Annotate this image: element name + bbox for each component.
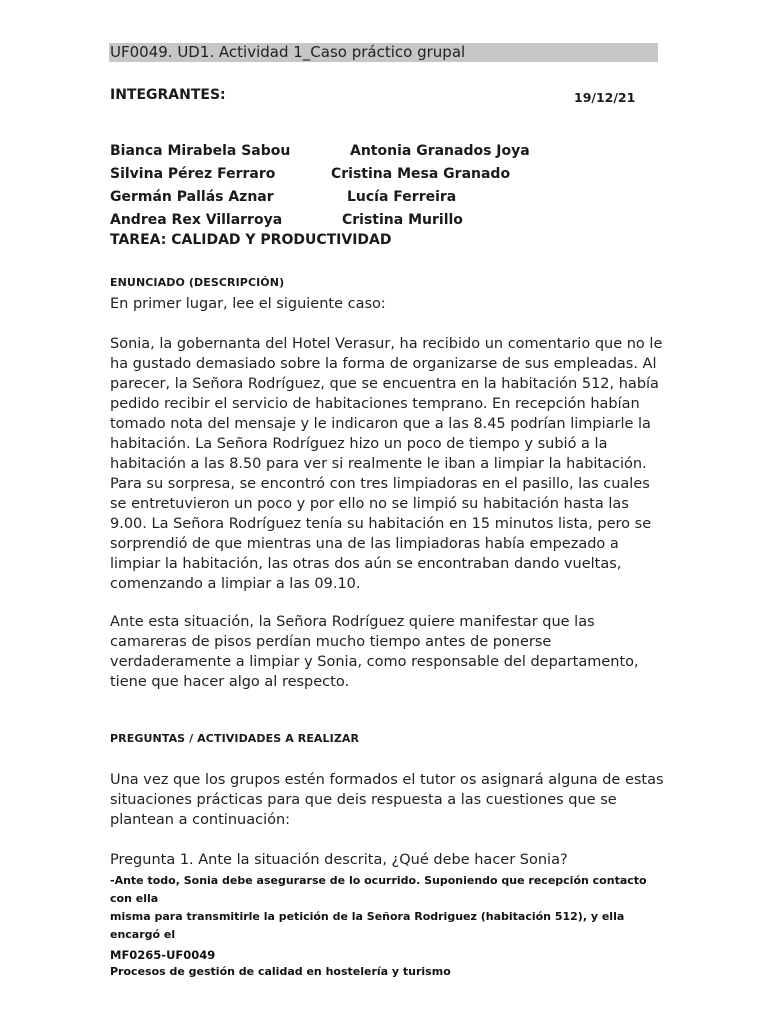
- preguntas-intro: [110, 770, 670, 830]
- text-line: sorprendió de que mientras una de las limpiadoras había empezado a: [110, 536, 619, 552]
- text-line: ha gustado demasiado sobre la forma de organizarse de sus empleadas. Al: [110, 356, 657, 372]
- text-line: camareras de pisos perdían mucho tiempo antes de ponerse: [110, 634, 552, 650]
- document-date: 19/12/21: [574, 90, 636, 105]
- enunciado-heading: ENUNCIADO (DESCRIPCIÓN): [110, 276, 285, 289]
- member-row: [110, 163, 670, 186]
- document-header-bar: [109, 43, 658, 62]
- integrantes-label: INTEGRANTES:: [110, 87, 226, 103]
- text-line: parecer, la Señora Rodríguez, que se encuentra en la habitación 512, había: [110, 376, 659, 392]
- member-name: Lucía Ferreira: [347, 189, 457, 205]
- member-row: [110, 186, 670, 209]
- question-1: [110, 850, 670, 870]
- member-name: Antonia Granados Joya: [350, 143, 530, 159]
- member-name: Andrea Rex Villarroya: [110, 212, 283, 228]
- text-line: Ante esta situación, la Señora Rodríguez quiere manifestar que las: [110, 614, 595, 630]
- text-line: habitación a las 8.50 para ver si realmente le iban a limpiar la habitación.: [110, 456, 647, 472]
- text-line: habitación. La Señora Rodríguez hizo un poco de tiempo y subió a la: [110, 436, 608, 452]
- text-line: 9.00. La Señora Rodríguez tenía su habitación en 15 minutos lista, pero se: [110, 516, 652, 532]
- member-name: Cristina Mesa Granado: [331, 166, 511, 182]
- question-text: Pregunta 1. Ante la situación descrita, ¿Qué debe hacer Sonia?: [110, 852, 568, 868]
- text-line: pedido recibir el servicio de habitaciones temprano. En recepción habían: [110, 396, 640, 412]
- text-line: situaciones prácticas para que deis respuesta a las cuestiones que se: [110, 792, 617, 808]
- member-row: [110, 209, 670, 232]
- text-line: Para su sorpresa, se encontró con tres limpiadoras en el pasillo, las cuales: [110, 476, 650, 492]
- text-line: tiene que hacer algo al respecto.: [110, 674, 350, 690]
- answer-1: [110, 872, 670, 944]
- footer-code: MF0265-UF0049: [110, 948, 216, 962]
- member-name: Bianca Mirabela Sabou: [110, 143, 291, 159]
- task-title: TAREA: CALIDAD Y PRODUCTIVIDAD: [110, 232, 392, 248]
- situation-paragraph: [110, 612, 670, 692]
- footer-course: Procesos de gestión de calidad en hostelería y turismo: [110, 965, 451, 978]
- answer-line: -Ante todo, Sonia debe asegurarse de lo ocurrido. Suponiendo que recepción contacto con ella: [110, 874, 647, 905]
- members-list: [110, 140, 670, 232]
- text-line: limpiar la habitación, las otras dos aún se encontraban dando vueltas,: [110, 556, 622, 572]
- case-paragraph: [110, 334, 670, 594]
- text-line: Sonia, la gobernanta del Hotel Verasur, ha recibido un comentario que no le: [110, 336, 663, 352]
- text-line: plantean a continuación:: [110, 812, 291, 828]
- intro-text: En primer lugar, lee el siguiente caso:: [110, 296, 386, 312]
- preguntas-heading: PREGUNTAS / ACTIVIDADES A REALIZAR: [110, 732, 360, 745]
- text-line: se entretuvieron un poco y por ello no se limpió su habitación hasta las: [110, 496, 629, 512]
- text-line: verdaderamente a limpiar y Sonia, como responsable del departamento,: [110, 654, 639, 670]
- member-name: Cristina Murillo: [342, 212, 463, 228]
- text-line: tomado nota del mensaje y le indicaron que a las 8.45 podrían limpiarle la: [110, 416, 651, 432]
- member-row: [110, 140, 670, 163]
- answer-line: misma para transmitirle la petición de la Señora Rodriguez (habitación 512), y ella encargó el: [110, 910, 625, 941]
- member-name: Germán Pallás Aznar: [110, 189, 274, 205]
- text-line: comenzando a limpiar a las 09.10.: [110, 576, 361, 592]
- text-line: Una vez que los grupos estén formados el tutor os asignará alguna de estas: [110, 772, 664, 788]
- document-title: UF0049. UD1. Actividad 1_Caso práctico grupal: [110, 43, 466, 61]
- member-name: Silvina Pérez Ferraro: [110, 166, 276, 182]
- enunciado-intro: [110, 294, 670, 314]
